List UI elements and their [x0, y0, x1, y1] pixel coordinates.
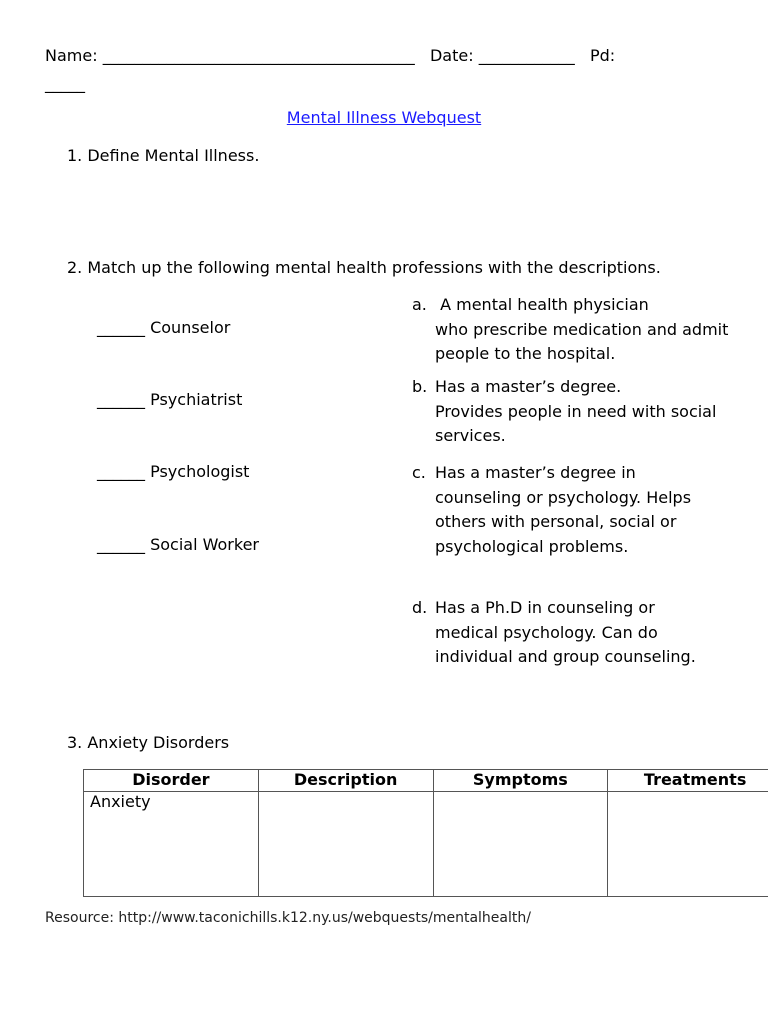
description-item: [412, 461, 762, 559]
answer-blank[interactable]: ______: [97, 390, 145, 409]
profession-label: Counselor: [150, 318, 231, 337]
description-item: [412, 375, 762, 449]
description-first-line: Has a master’s degree.: [435, 377, 622, 396]
disorder-table: [83, 769, 768, 897]
profession-item: [97, 535, 259, 554]
column-header: Description: [258, 770, 433, 792]
answer-blank[interactable]: ______: [97, 462, 145, 481]
description-first-line: Has a Ph.D in counseling or: [435, 598, 655, 617]
profession-label: Psychiatrist: [150, 390, 243, 409]
resource-line: Resource: http://www.taconichills.k12.ny.us/webquests/mentalhealth/: [45, 910, 531, 926]
pd-blank[interactable]: _____: [45, 74, 85, 93]
title-link[interactable]: Mental Illness Webquest: [286, 108, 482, 127]
description-rest: counseling or psychology. Helps others with personal, social or psychological problems.: [435, 487, 692, 556]
table-cell[interactable]: [433, 792, 608, 897]
profession-item: [97, 390, 242, 409]
table-row: [84, 792, 768, 897]
table-cell[interactable]: [608, 792, 768, 897]
description-first-line: A mental health physician: [435, 295, 649, 314]
description-letter: b.: [412, 377, 428, 396]
description-letter: a.: [412, 295, 427, 314]
description-rest: medical psychology. Can do individual and group counseling.: [435, 622, 696, 666]
description-letter: c.: [412, 463, 426, 482]
answer-blank[interactable]: ______: [97, 318, 145, 337]
profession-label: Psychologist: [150, 462, 250, 481]
question-1: 1. Define Mental Illness.: [67, 146, 260, 165]
page-title: [0, 108, 768, 127]
pd-label: Pd:: [589, 46, 616, 65]
question-3: 3. Anxiety Disorders: [67, 733, 230, 752]
column-header: Treatments: [608, 770, 768, 792]
description-item: [412, 596, 762, 670]
profession-label: Social Worker: [150, 535, 259, 554]
description-first-line: Has a master’s degree in: [435, 463, 636, 482]
description-item: [412, 293, 762, 367]
description-rest: Provides people in need with social services.: [435, 401, 717, 445]
description-rest: who prescribe medication and admit people to the hospital.: [435, 319, 729, 363]
description-letter: d.: [412, 598, 428, 617]
table-cell: Anxiety: [84, 792, 259, 897]
date-blank[interactable]: ____________: [478, 46, 575, 65]
name-blank[interactable]: _______________________________________: [102, 46, 415, 65]
column-header: Symptoms: [433, 770, 608, 792]
header-line: [45, 46, 615, 65]
table-cell[interactable]: [258, 792, 433, 897]
name-label: Name:: [45, 46, 98, 65]
table-header-row: [84, 770, 768, 792]
answer-blank[interactable]: ______: [97, 535, 145, 554]
question-2: 2. Match up the following mental health professions with the descriptions.: [67, 258, 661, 277]
profession-item: [97, 318, 230, 337]
column-header: Disorder: [84, 770, 259, 792]
date-label: Date:: [429, 46, 474, 65]
profession-item: [97, 462, 249, 481]
